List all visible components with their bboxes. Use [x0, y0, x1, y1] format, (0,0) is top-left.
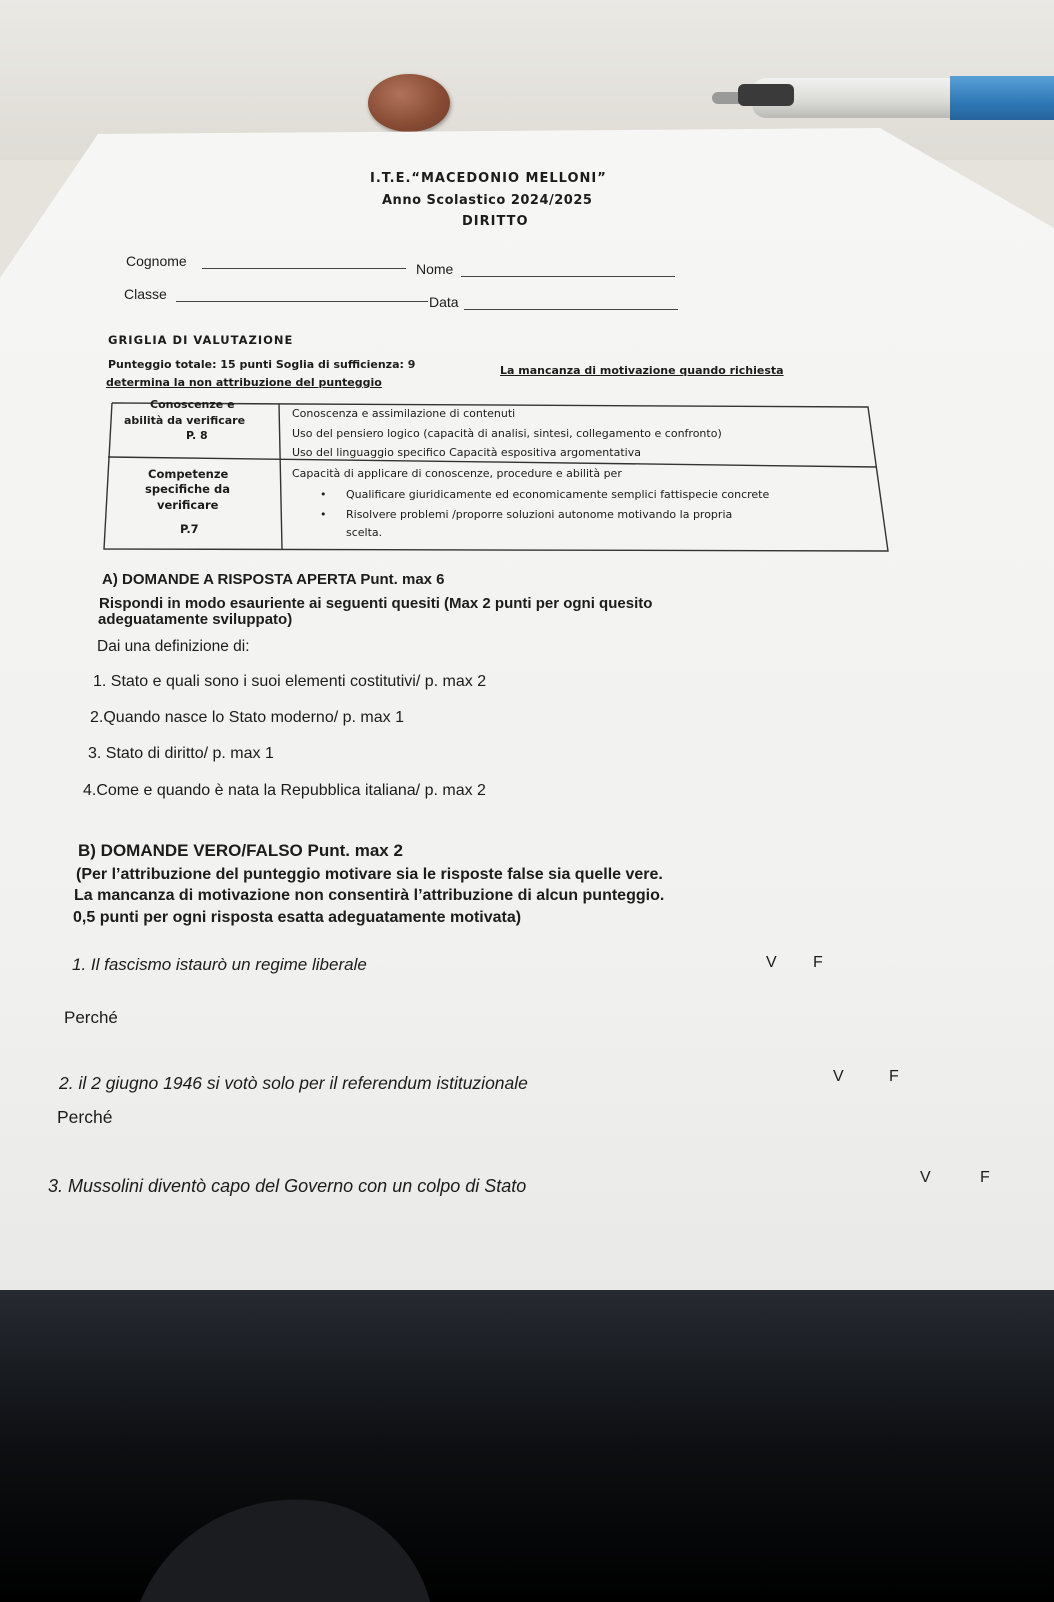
pen: [712, 70, 1054, 130]
row2-head-line4: P.7: [180, 522, 199, 536]
row1-head-line3: P. 8: [186, 429, 208, 442]
bullet-dot: •: [320, 508, 327, 521]
score-line: Punteggio totale: 15 punti Soglia di sufficienza: 9: [108, 358, 416, 371]
row2-head-line3: verificare: [157, 498, 219, 512]
note-line-2: determina la non attribuzione del punteggio: [106, 376, 382, 389]
school-year: Anno Scolastico 2024/2025: [382, 193, 593, 208]
section-a-lead: Dai una definizione di:: [97, 638, 250, 655]
section-a-instruction-2: adeguatamente sviluppato): [98, 611, 293, 628]
row1-head-line2: abilità da verificare: [124, 414, 246, 427]
coin: [368, 74, 450, 132]
row2-tail: scelta.: [346, 526, 383, 539]
row1-head-line1: Conoscenze e: [150, 398, 235, 411]
perche-label-1: Perché: [64, 1008, 118, 1027]
grid-title: GRIGLIA DI VALUTAZIONE: [108, 333, 294, 347]
pen-barrel-blue: [950, 76, 1054, 120]
tf1-false-option[interactable]: F: [813, 954, 823, 971]
question-a2: 2.Quando nasce lo Stato moderno/ p. max 1: [90, 709, 404, 726]
tf-question-1: 1. Il fascismo istaurò un regime liberale: [72, 955, 367, 974]
cognome-field[interactable]: [202, 268, 406, 269]
shadow-area: [0, 1290, 1054, 1602]
cognome-label: Cognome: [126, 253, 187, 269]
bullet-dot: •: [320, 488, 327, 501]
section-b-instruction-2: La mancanza di motivazione non consentirà l’attribuzione di alcun punteggio.: [74, 887, 665, 904]
row2-head-line1: Competenze: [148, 467, 229, 481]
tf3-false-option[interactable]: F: [980, 1169, 990, 1186]
row2-bullet-2: Risolvere problemi /proporre soluzioni autonome motivando la propria: [346, 508, 733, 521]
note-line-1: La mancanza di motivazione quando richiesta: [500, 364, 784, 377]
section-b-title: B) DOMANDE VERO/FALSO Punt. max 2: [78, 841, 403, 860]
nome-label: Nome: [416, 261, 454, 277]
tf3-true-option[interactable]: V: [920, 1169, 931, 1186]
data-field[interactable]: [464, 309, 678, 310]
tf2-false-option[interactable]: F: [889, 1068, 899, 1085]
section-a-title: A) DOMANDE A RISPOSTA APERTA Punt. max 6: [102, 571, 445, 588]
tf-question-2: 2. il 2 giugno 1946 si votò solo per il referendum istituzionale: [59, 1073, 528, 1093]
row1-item: Conoscenza e assimilazione di contenuti: [292, 407, 516, 420]
school-name: I.T.E.“MACEDONIO MELLONI”: [370, 171, 607, 186]
row2-intro: Capacità di applicare di conoscenze, procedure e abilità per: [292, 467, 622, 480]
row2-bullet-1: Qualificare giuridicamente ed economicamente semplici fattispecie concrete: [346, 488, 770, 501]
row1-item: Uso del linguaggio specifico Capacità espositiva argomentativa: [292, 446, 641, 459]
row2-head-line2: specifiche da: [145, 482, 230, 496]
nome-field[interactable]: [461, 276, 675, 277]
classe-label: Classe: [124, 286, 167, 302]
tf-question-3: 3. Mussolini diventò capo del Governo con un colpo di Stato: [48, 1176, 527, 1196]
subject: DIRITTO: [462, 214, 529, 229]
section-b-instruction-3: 0,5 punti per ogni risposta esatta adeguatamente motivata): [73, 909, 522, 926]
tf2-true-option[interactable]: V: [833, 1068, 844, 1085]
tf1-true-option[interactable]: V: [766, 954, 777, 971]
data-label: Data: [429, 294, 459, 310]
section-a-instruction-1: Rispondi in modo esauriente ai seguenti quesiti (Max 2 punti per ogni quesito: [99, 595, 653, 612]
perche-label-2: Perché: [57, 1107, 113, 1127]
pen-slider: [738, 84, 794, 106]
question-a1: 1. Stato e quali sono i suoi elementi costitutivi/ p. max 2: [93, 673, 487, 690]
question-a4: 4.Come e quando è nata la Repubblica italiana/ p. max 2: [83, 782, 486, 799]
section-b-instruction-1: (Per l’attribuzione del punteggio motivare sia le risposte false sia quelle vere.: [76, 866, 663, 883]
row1-item: Uso del pensiero logico (capacità di analisi, sintesi, collegamento e confronto): [292, 427, 722, 440]
classe-field[interactable]: [176, 301, 428, 302]
question-a3: 3. Stato di diritto/ p. max 1: [88, 745, 274, 762]
